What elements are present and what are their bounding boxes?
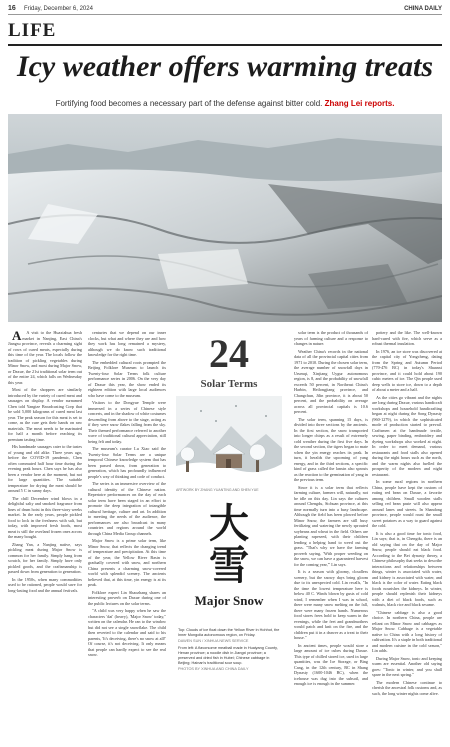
paragraph: "Chinese cabbage is also a good choice. In northern China, people are reliant on Minor Snow and cabbages as Major Snow. Cabbage is a vegetable native to China with a long history of cultivation. It's a staple in both traditional and modern cuisine in the cold season," Lin adds.	[372, 609, 442, 653]
article-column-4	[294, 330, 368, 738]
article-column-5	[372, 330, 442, 738]
paragraph: The chill December wind blows in a delightful salty and smoked fragrance from lines of drum hoist in this three-story weeks market. In the early years, people pickled food to lock in the freshness with salt, but today, with improved fresh foods, most meat is still the overland frozen ones across the many bought.	[8, 495, 82, 539]
chinese-character-xue: 雪	[209, 542, 249, 589]
paragraph: Most of the shoppers are similarly introduced by the variety of cured meat and sausages on display. A vendor surnamed Chen told Yangtze Broadcasting Corp that he sold 5,000 kilograms of cured meat last year. The peak season for this meat is set to come, as the cure gets their hands on raw materials. The meat needs to be marinated for half a month before reaching its premium tasting time.	[8, 387, 82, 442]
byline: Zhang Lei reports.	[324, 99, 395, 108]
lead-photo	[8, 114, 442, 322]
chinese-character-da: 大	[209, 500, 249, 547]
paragraph: In the 1950s, when many commodities used to be rationed, people would save for long-lasting food and the annual festivals.	[8, 576, 82, 593]
article-column-2	[88, 330, 166, 738]
paragraph: "A child was very happy when he saw the characters 'dai' (heavy), 'Major Snow' today," written on the calendar. He ran to the window but did not see a single snowflake. The child then reverted to the calendar and said to his parents, 'It's deceiving, there's no snow at all!' Of course, it's not deceiving. It only means that people can hardly expect to see the real snow.	[88, 608, 166, 657]
standfirst-text: Fortifying food becomes a necessary part of the defense against bitter cold.	[55, 99, 323, 108]
paragraph: Major Snow is a prime solar term, like Minor Snow, that reflects the changing trend of temperature and precipitation. At this time of the year, the Yellow River Basin is gradually covered with snow, and northern China presents a charming snow-covered world with splendid scenery. The ancients believed that, at this time, yin energy is at its peak.	[88, 538, 166, 587]
solar-terms-feature	[174, 330, 284, 740]
standfirst	[0, 99, 450, 108]
paragraph: In ancient times, people would store a large amount of ice cubes during Daxue. This type of chilled stored ice, used in large quantities, was the Ice Storage, or Bing Cang, in the 12th century, BC in Shang Dynasty (1600-1046 BC), when the icehouse was dug into the subsoil, and enough ice is enough in the summer.	[294, 642, 368, 686]
paragraph: The museum's curator Lu Xiao said the Twenty-four Solar Terms are a unique temporal Chinese knowledge system that has been passed down, from generation to generation, which has profoundly influenced people's way of thinking and code of conduct.	[88, 446, 166, 479]
paragraph: It is a season with gloomy, cloudless scenery, but the snowy days bring gloom due to its unexpected cold. Lin recalls, "In the time the lowest temperature here is below 40 C. Winds blown by gusts of cold wind, I remember when I was in school, there were many snow melting on the fall, there were many frozen hands. Numerous food stores frees hold to keep warm in the evenings, while the feet and grandmothers would patch and knit on the fire, and the children put it in a drawer as a treat to their house."	[294, 569, 368, 640]
caption-credit: PHOTOS BY XINHUA AND CHINA DAILY	[178, 667, 249, 671]
caption-credit: DAWEN SUN / XINHUA NEWS SERVICE	[178, 639, 249, 643]
newspaper-brand: CHINA DAILY	[404, 6, 442, 12]
paragraph: Zhang Yan, a Nanjing native, says pickling meat during Major Snow is common for her family. Simply hang from scratch, for her family. Simply have only pickled goods, and the craftsmanship is passed down from generation to generation.	[8, 541, 82, 574]
paragraph	[8, 330, 82, 385]
paragraph: His handmade sausages cater to the tastes of young and old alike. Three years ago, before the COVID-19 pandemic, Chen often commuted half hour time during the evening peak hours. Chen says he has also been a vendor here at the moment, but not for large quantities. The suitable temperature for drying the meat should be around 5 C in sunny days.	[8, 444, 82, 493]
article-column-1	[8, 330, 82, 738]
section-title: LIFE	[8, 20, 57, 41]
page-number: 16	[8, 5, 16, 12]
paragraph: In some rural regions in northern China, people have kept the custom of eating red bean on Daxue, a favorite among children. Small wooden stalls selling red bean paste will also appear around lanes and streets. In Shandong province, people would roast the small sweet potatoes as a way to guard against the cold.	[372, 479, 442, 528]
header-divider	[8, 14, 442, 15]
paragraph: Since it is a solar term that reflects farming culture, farmers will, naturally, not be idle on this day. Lin says the cultures around Chengdu, Sichuan province, at this time normally turn into a busy landscape. Although the field has been plowed before Minor Snow, the farmers are still busy fertilizing and watering the newly sprouted soybeans and wheat in the field. Others are planting rapeseed, with their children lending a helping hand to weed out the grass. "That's why we have the farming proverb saying, 'With proper weeding on the snow, we can have a guaranteed harvest for the coming year,'" Lin says.	[294, 484, 368, 567]
solar-term-name: Major Snow	[194, 593, 264, 608]
paragraph: Weather China's records in the national data of all the provincial capital cities from 1971 to 2010. During the chosen solar term, the average number of snowfall days in Urumqi, Xinjiang Uygur autonomous region, is 8, and the probability of snowfall exceeds 50 percent, in Northeast China's Harbin, Heilongjiang province, and Changchun, Jilin province, it is about 50 percent, and the probability on average across all provincial capitals is 10.6 percent.	[294, 348, 368, 414]
paragraph-text: A visit to the Huaxiahua fresh market in Nanjing, East China's Jiangsu province, reveals a charming sight of rows of cured meats, especially during this time of the year. The locals follow the tradition of pickling vegetables during Minor Snow, and most during Major Snow, or Daxue, the 21st traditional solar term out of the entire 24, which falls on Wednesday this year.	[8, 330, 82, 385]
paragraph: Visitors to the Dongyue Temple were immersed in a series of Chinese style concerts, and in the shadow of white costumes descending from above to the stage, acting as if they were snow flakes falling from the sky. Their themed performance referred to another wave of traditional cultural appreciation, still being felt and today.	[88, 400, 166, 444]
section-divider	[8, 44, 442, 46]
solar-term-count: 24	[209, 331, 249, 376]
paragraph: It is also a good time for tonic food, Lin says; that is, in Chengdu, there is an old saying that on the day of Major Snow, people should eat black food. According to the Bei dynasty theory, a Chinese philosophy that seeks to describe interactions and relationships between things, winter is associated with water, and kidney is associated with water, and black is the color of water. Eating black foods nourishes the kidneys. In winter, people should replenish their kidneys with a diet of black foods, such as walnuts, black rice and black sesame.	[372, 530, 442, 607]
drop-cap: A	[12, 330, 22, 343]
paragraph: The solar term, spanning 15 days, is divided into three sections by the ancients. In the first section, the snow transported into longer chirps as a result of extremely cold weather during the first five days. In the second section, the tigers began to mate when the yin energy reaches its peak. In turn, it heralds the upcoming of yang energy, and in the third sections, a specific kind of grass called the lanxin also sprouts as the reaction to the germination of yang in the previous term.	[294, 416, 368, 482]
headline: Icy weather offers warming treats	[16, 50, 434, 83]
photo-caption	[178, 628, 280, 672]
caption-top: Top: Clouds of ice float down the Yellow River in Hohhot, the Inner Mongolia autonomous region, on Friday.	[178, 628, 280, 637]
illustration-credit: ARTWORK BY ZHANG YUANTING AND SHEN YUE	[176, 488, 259, 492]
paragraph: The embedded cultural roots prompted the Beijing Folklore Museum to launch its Twenty-four Solar Terms folk culture performance series in 2006. On the very day of Daxue this year, the show ended its eighteen edition with large local audiences who have come to the museum.	[88, 359, 166, 398]
paragraph: As the cities go vibrant and the nights are long during Daxue, various handicraft workshops and household handicrafting began at night during the Song Dynasty (960-1279), in which the sophisticated mode of production started to prevail. Craftsmen at the handmade textile, sewing, paper binding, embroidery and dyeing workshops also worked at night. In order to meet demand, various restaurants and food stalls also opened during the night hours such as the north, and the warm nights also fuelled the prosperity of the modern and night restaurant.	[372, 394, 442, 477]
paragraph: The modern Chinese continue to cherish the ancestral folk customs and, as such, the long winter nights come alive.	[372, 679, 442, 696]
paragraph: The series is an immersive overview of the cultural identity of the Chinese nation. Repertoire performances on the day of each solar term have been staged in an effort to promote the deep integration of intangible cultural heritage, culture and art. In addition to meeting the needs of the audience, the performances are also broadcast in many countries and regions around the world through China Media Group channels.	[88, 481, 166, 536]
paragraph: In 1976, an ice store was discovered at the capital city of Yongcheng, dating from the Spring and Autumn Period (770-476 BC) in today's Shaanxi province, and it could hold about 190 cubic meters of ice. The Qin people used deep wells to store ice, down to a depth of about a meter and a half.	[372, 348, 442, 392]
caption-bottom: From left: A flavorsome meatball made in Huaiyang County, Henan province; a noodle dish in Jiangxi province; a preserved and dried fish in Hubei; Chinese cabbage in Beijing; Hainan's traditional sour soup.	[178, 646, 278, 665]
paragraph: centuries that we depend on our inner clocks, but what and where they are and how they work has long remained a mystery, although we do know such traditional knowledge for the right time.	[88, 330, 166, 357]
issue-date: Friday, December 6, 2024	[24, 6, 93, 12]
snow-illustration	[176, 396, 282, 486]
paragraph: Folklore expert Lin Shaozhang shares an interesting proverb on Daxue during one of the public lectures on the solar terms.	[88, 589, 166, 606]
solar-terms-label: Solar Terms	[200, 378, 258, 390]
snow-landscape-image	[8, 114, 442, 322]
paragraph: pottery and the like. The well-known hard-cured with fire, which serve as a robust thermal insulation.	[372, 330, 442, 346]
paragraph: solar term is the product of thousands of years of farming culture and a response to changes in nature.	[294, 330, 368, 346]
paragraph: During Major Snow, tonic and keeping warm are essential. Another old saying goes: "Tonic in winter, and you shall spare in the next spring."	[372, 655, 442, 677]
